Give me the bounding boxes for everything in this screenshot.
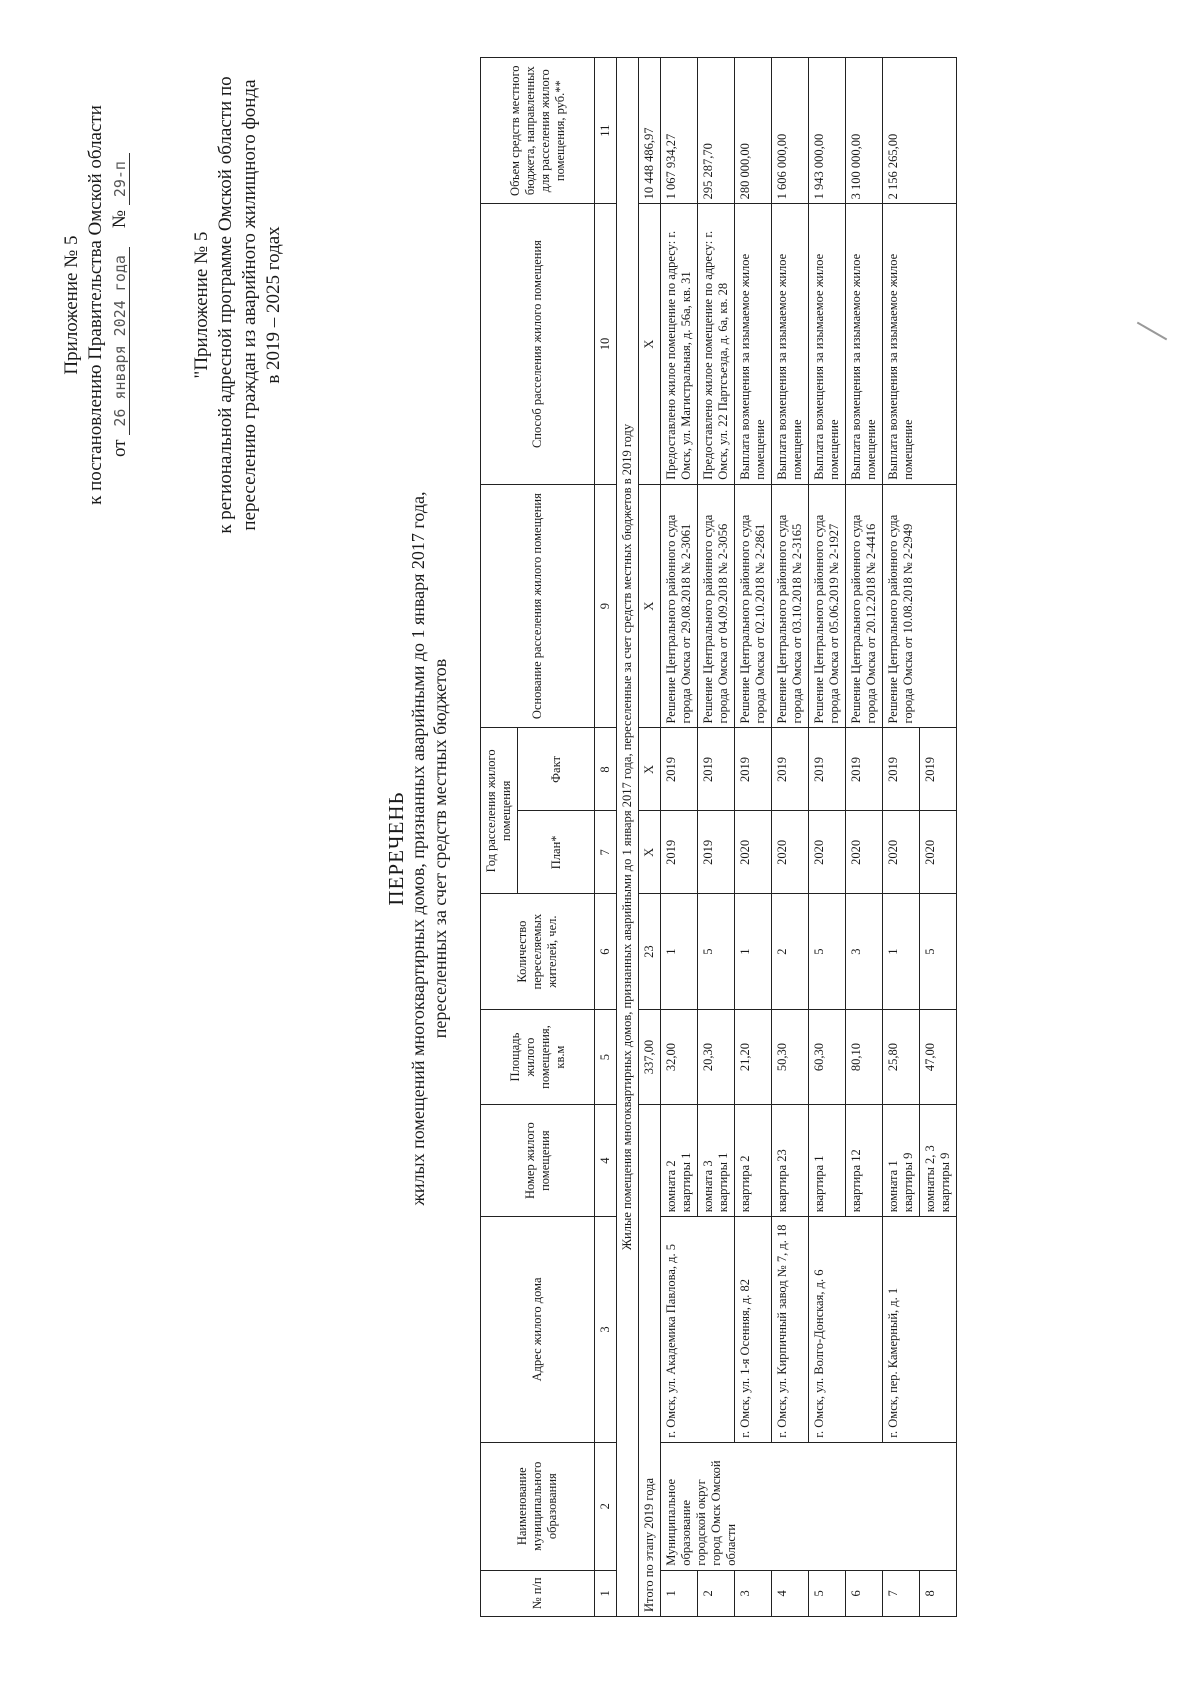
area-cell: 80,10 xyxy=(846,1010,883,1105)
total-area: 337,00 xyxy=(639,1010,661,1105)
fact-cell: 2019 xyxy=(920,728,957,811)
fact-cell: 2019 xyxy=(883,728,920,811)
col-number: 2 xyxy=(595,1442,617,1570)
row-num: 1 xyxy=(661,1570,698,1616)
residents-cell: 5 xyxy=(698,894,735,1010)
document-title xyxy=(385,0,451,1697)
budget-cell: 1 943 000,00 xyxy=(809,58,846,204)
unit-cell: квартира 2 xyxy=(735,1105,772,1217)
table-row xyxy=(772,58,809,1617)
method-cell: Выплата возмещения за изымаемое жилое помещение xyxy=(772,204,809,484)
method-cell: Выплата возмещения за изымаемое жилое помещение xyxy=(735,204,772,484)
residents-cell: 3 xyxy=(846,894,883,1010)
col-number: 4 xyxy=(595,1105,617,1217)
fact-cell: 2019 xyxy=(661,728,698,811)
method-cell: Выплата возмещения за изымаемое жилое помещение xyxy=(846,204,883,484)
decree-date: 26 января 2024 года xyxy=(111,247,130,435)
basis-cell: Решение Центрального районного суда города Омска от 20.12.2018 № 2-4416 xyxy=(846,484,883,728)
col-number: 6 xyxy=(595,894,617,1010)
title-heading: ПЕРЕЧЕНЬ xyxy=(384,791,408,906)
residents-cell: 5 xyxy=(920,894,957,1010)
annex-label: Приложение № 5 xyxy=(61,235,82,375)
area-cell: 32,00 xyxy=(661,1010,698,1105)
unit-cell: квартира 23 xyxy=(772,1105,809,1217)
plan-cell: 2019 xyxy=(698,811,735,894)
col-header-method: Способ расселения жилого помещения xyxy=(481,204,595,484)
basis-cell: Решение Центрального районного суда города Омска от 29.08.2018 № 2-3061 xyxy=(661,484,698,728)
basis-cell: Решение Центрального районного суда города Омска от 02.10.2018 № 2-2861 xyxy=(735,484,772,728)
unit-cell: комнаты 2, 3 квартиры 9 xyxy=(920,1105,957,1217)
plan-cell: 2020 xyxy=(809,811,846,894)
decree-number: 29-п xyxy=(111,153,130,205)
col-header-municipality: Наименование муниципального образования xyxy=(481,1442,595,1570)
unit-cell: квартира 12 xyxy=(846,1105,883,1217)
residents-cell: 1 xyxy=(735,894,772,1010)
total-fact: Х xyxy=(639,728,661,811)
col-number: 5 xyxy=(595,1010,617,1105)
plan-cell: 2020 xyxy=(772,811,809,894)
row-num: 5 xyxy=(809,1570,846,1616)
residents-cell: 5 xyxy=(809,894,846,1010)
method-cell: Предоставлено жилое помещение по адресу: г. Омск, ул. 22 Партсъезда, д. 6а, кв. 28 xyxy=(698,204,735,484)
area-cell: 50,30 xyxy=(772,1010,809,1105)
program-header xyxy=(190,70,286,540)
basis-cell: Решение Центрального районного суда города Омска от 04.09.2018 № 2-3056 xyxy=(698,484,735,728)
basis-cell: Решение Центрального районного суда города Омска от 10.08.2018 № 2-2949 xyxy=(883,484,957,728)
col-header-area: Площадь жилого помещения, кв.м xyxy=(481,1010,595,1105)
budget-cell: 280 000,00 xyxy=(735,58,772,204)
unit-cell: комната 3 квартиры 1 xyxy=(698,1105,735,1217)
unit-cell: комната 2 квартиры 1 xyxy=(661,1105,698,1217)
row-num: 6 xyxy=(846,1570,883,1616)
area-cell: 25,80 xyxy=(883,1010,920,1105)
col-number: 8 xyxy=(595,728,617,811)
table-row xyxy=(809,58,846,1617)
section-row xyxy=(617,58,639,1617)
section-title: Жилые помещения многоквартирных домов, признанных аварийными до 1 января 2017 года, переселенные за счет средств местных бюджетов в 2019 году xyxy=(617,58,639,1617)
decree-date-line xyxy=(108,70,132,540)
unit-cell: комната 1 квартиры 9 xyxy=(883,1105,920,1217)
col-header-plan: План* xyxy=(518,811,595,894)
fact-cell: 2019 xyxy=(809,728,846,811)
area-cell: 60,30 xyxy=(809,1010,846,1105)
fact-cell: 2019 xyxy=(698,728,735,811)
decree-reference: к постановлению Правительства Омской области xyxy=(85,105,106,505)
plan-cell: 2019 xyxy=(661,811,698,894)
area-cell: 21,20 xyxy=(735,1010,772,1105)
address-cell: г. Омск, ул. Кирпичный завод № 7, д. 18 xyxy=(772,1217,809,1442)
col-number: 7 xyxy=(595,811,617,894)
table-row xyxy=(883,58,920,1617)
date-prefix: от xyxy=(109,439,130,457)
address-cell: г. Омск, ул. Волго-Донская, д. 6 xyxy=(809,1217,883,1442)
fact-cell: 2019 xyxy=(735,728,772,811)
plan-cell: 2020 xyxy=(883,811,920,894)
address-cell: г. Омск, ул. 1-я Осенняя, д. 82 xyxy=(735,1217,772,1442)
row-num: 8 xyxy=(920,1570,957,1616)
total-label: Итого по этапу 2019 года xyxy=(639,1105,661,1617)
total-row xyxy=(639,58,661,1617)
total-budget: 10 448 486,97 xyxy=(639,58,661,204)
col-header-residents: Количество переселяемых жителей, чел. xyxy=(481,894,595,1010)
total-residents: 23 xyxy=(639,894,661,1010)
row-num: 2 xyxy=(698,1570,735,1616)
program-line-4: в 2019 – 2025 годах xyxy=(263,226,284,384)
col-header-fact: Факт xyxy=(518,728,595,811)
municipality-cell: Муниципальное образование городской округ город Омск Омской области xyxy=(661,1442,957,1570)
col-header-num: № п/п xyxy=(481,1570,595,1616)
column-number-row xyxy=(595,58,617,1617)
plan-cell: 2020 xyxy=(846,811,883,894)
residents-cell: 2 xyxy=(772,894,809,1010)
address-cell: г. Омск, ул. Академика Павлова, д. 5 xyxy=(661,1217,735,1442)
table-row xyxy=(661,58,698,1617)
address-cell: г. Омск, пер. Камерный, д. 1 xyxy=(883,1217,957,1442)
col-header-budget: Объем средств местного бюджета, направленных для расселения жилого помещения, руб.** xyxy=(481,58,595,204)
basis-cell: Решение Центрального районного суда города Омска от 03.10.2018 № 2-3165 xyxy=(772,484,809,728)
decree-header xyxy=(60,70,132,540)
program-annex: "Приложение № 5 xyxy=(191,231,212,379)
residents-cell: 1 xyxy=(883,894,920,1010)
budget-cell: 1 606 000,00 xyxy=(772,58,809,204)
col-header-basis: Основание расселения жилого помещения xyxy=(481,484,595,728)
fact-cell: 2019 xyxy=(846,728,883,811)
program-line-2: к региональной адресной программе Омской области по xyxy=(215,76,236,534)
budget-cell: 1 067 934,27 xyxy=(661,58,698,204)
col-number: 10 xyxy=(595,204,617,484)
col-header-address: Адрес жилого дома xyxy=(481,1217,595,1442)
basis-cell: Решение Центрального районного суда города Омска от 05.06.2019 № 2-1927 xyxy=(809,484,846,728)
budget-cell: 295 287,70 xyxy=(698,58,735,204)
col-number: 1 xyxy=(595,1570,617,1616)
budget-cell: 3 100 000,00 xyxy=(846,58,883,204)
row-num: 4 xyxy=(772,1570,809,1616)
residents-cell: 1 xyxy=(661,894,698,1010)
method-cell: Выплата возмещения за изымаемое жилое помещение xyxy=(809,204,846,484)
header-row xyxy=(481,58,518,1617)
row-num: 7 xyxy=(883,1570,920,1616)
col-header-unit: Номер жилого помещения xyxy=(481,1105,595,1217)
total-basis: Х xyxy=(639,484,661,728)
housing-table xyxy=(480,57,957,1617)
title-line-2: жилых помещений многоквартирных домов, признанных аварийными до 1 января 2017 года, xyxy=(408,491,428,1206)
col-number: 3 xyxy=(595,1217,617,1442)
area-cell: 47,00 xyxy=(920,1010,957,1105)
total-plan: Х xyxy=(639,811,661,894)
unit-cell: квартира 1 xyxy=(809,1105,846,1217)
method-cell: Предоставлено жилое помещение по адресу: г. Омск, ул. Магистральная, д. 56а, кв. 31 xyxy=(661,204,698,484)
col-header-year: Год расселения жилого помещения xyxy=(481,728,518,894)
budget-cell: 2 156 265,00 xyxy=(883,58,957,204)
plan-cell: 2020 xyxy=(735,811,772,894)
title-line-3: переселенных за счет средств местных бюджетов xyxy=(430,658,450,1039)
col-number: 11 xyxy=(595,58,617,204)
method-cell: Выплата возмещения за изымаемое жилое помещение xyxy=(883,204,957,484)
area-cell: 20,30 xyxy=(698,1010,735,1105)
pen-mark xyxy=(1137,322,1167,341)
col-number: 9 xyxy=(595,484,617,728)
program-line-3: переселению граждан из аварийного жилищного фонда xyxy=(239,79,260,531)
total-method: Х xyxy=(639,204,661,484)
table-row xyxy=(735,58,772,1617)
row-num: 3 xyxy=(735,1570,772,1616)
number-prefix: № xyxy=(109,209,130,229)
plan-cell: 2020 xyxy=(920,811,957,894)
fact-cell: 2019 xyxy=(772,728,809,811)
